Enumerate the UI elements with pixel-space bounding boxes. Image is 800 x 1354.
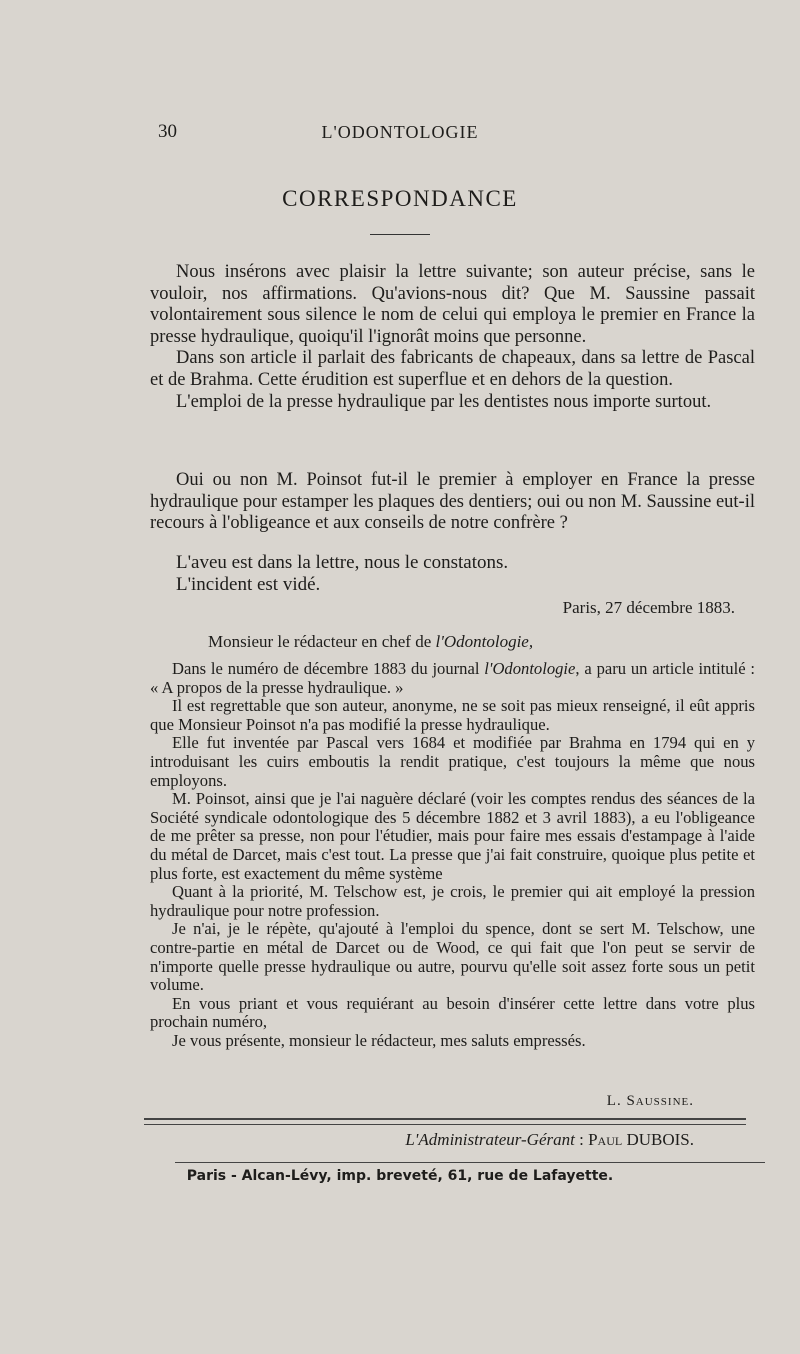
salutation-text: Monsieur le rédacteur en chef de bbox=[208, 632, 436, 651]
letter-paragraph: Quant à la priorité, M. Telschow est, je crois, le premier qui ait employé la pression hydraulique pour notre profession. bbox=[150, 882, 755, 920]
letter-paragraph: Il est regrettable que son auteur, anonyme, ne se soit pas mieux renseigné, il eût appris que Monsieur Poinsot n'a pas modifié la presse hydraulique. bbox=[150, 696, 755, 734]
letter-journal-name: l'Odontologie bbox=[484, 659, 576, 678]
letter-paragraph: Je n'ai, je le répète, qu'ajouté à l'emploi du spence, dont se sert M. Telschow, une contre-partie en métal de Darcet ou de Wood, ce qui fait que l'on peut se servir de n'importe quelle presse hydraulique ou autre, pourvu qu'elle soit assez forte sous un petit volume. bbox=[150, 919, 755, 995]
page-number: 30 bbox=[158, 121, 177, 142]
running-header bbox=[0, 118, 800, 146]
letter-body bbox=[150, 660, 755, 1050]
question-paragraph: Oui ou non M. Poinsot fut-il le premier à employer en France la presse hydraulique pour estamper les plaques des dentiers; oui ou non M. Saussine eut-il recours à l'obligeance et aux conseils de notre confrère ? bbox=[150, 470, 755, 534]
intro-paragraph: L'emploi de la presse hydraulique par les dentistes nous importe surtout. bbox=[176, 391, 712, 412]
conclusion-line: L'incident est vidé. bbox=[176, 573, 321, 595]
letter-signature bbox=[607, 1093, 694, 1110]
letter-paragraph: En vous priant et vous requiérant au besoin d'insérer cette lettre dans votre plus prochain numéro, bbox=[150, 993, 755, 1032]
signature-initial: L. bbox=[606, 1093, 627, 1109]
admin-last-name: DUBOIS. bbox=[622, 1130, 694, 1149]
footer-rule bbox=[175, 1162, 765, 1163]
letter-text: , a paru un article intitulé : « A propos de la presse hydraulique. » bbox=[150, 659, 755, 697]
journal-title: L'ODONTOLOGIE bbox=[321, 122, 479, 142]
salutation-journal: l'Odontologie, bbox=[435, 632, 534, 651]
printer-imprint: Paris - Alcan-Lévy, imp. breveté, 61, rue de Lafayette. bbox=[186, 1168, 614, 1184]
section-title: CORRESPONDANCE bbox=[282, 186, 518, 211]
admin-sep: : bbox=[574, 1130, 589, 1149]
letter-paragraph bbox=[150, 660, 755, 697]
intro-block bbox=[150, 262, 755, 413]
administrator-line bbox=[405, 1130, 694, 1150]
footer-double-rule bbox=[144, 1118, 746, 1125]
letter-text: Dans le numéro de décembre 1883 du journal bbox=[172, 659, 485, 678]
admin-label: L'Administrateur-Gérant bbox=[405, 1130, 575, 1149]
letter-paragraph: Je vous présente, monsieur le rédacteur, mes saluts empressés. bbox=[172, 1030, 586, 1050]
letter-paragraph: Elle fut inventée par Pascal vers 1684 et modifiée par Brahma en 1794 qui en y introduisant les cuirs emboutis la rendit pratique, c'est toujours la même que nous employons. bbox=[150, 733, 755, 790]
conclusion-block bbox=[150, 552, 755, 595]
letter-paragraph: M. Poinsot, ainsi que je l'ai naguère déclaré (voir les comptes rendus des séances de la Société syndicale odontologique des 5 décembre 1882 et 3 avril 1883), a eu l'obligeance de me prêter sa presse, non pour l'étudier, mais pour faire mes essais d'estampage à l'aide du métal de Darcet, mais c'est tout. La presse que j'ai fait construire, quoique plus petite et plus forte, est exactement du même système bbox=[150, 789, 755, 883]
title-rule bbox=[370, 234, 430, 235]
question-block bbox=[150, 470, 755, 535]
conclusion-line: L'aveu est dans la lettre, nous le constatons. bbox=[176, 552, 509, 573]
admin-first-name: Paul bbox=[588, 1130, 623, 1149]
signature-name: Saussine. bbox=[626, 1093, 694, 1109]
intro-paragraph: Dans son article il parlait des fabricants de chapeaux, dans sa lettre de Pascal et de Brahma. Cette érudition est superflue et en dehors de la question. bbox=[150, 348, 755, 390]
intro-paragraph: Nous insérons avec plaisir la lettre suivante; son auteur précise, sans le vouloir, nos affirmations. Qu'avions-nous dit? Que M. Saussine passait volontairement sous silence le nom de celui qui employa le premier en France la presse hydraulique, quoiqu'il l'ignorât moins que personne. bbox=[150, 262, 755, 347]
letter-dateline: Paris, 27 décembre 1883. bbox=[562, 598, 735, 617]
letter-salutation bbox=[208, 632, 533, 652]
